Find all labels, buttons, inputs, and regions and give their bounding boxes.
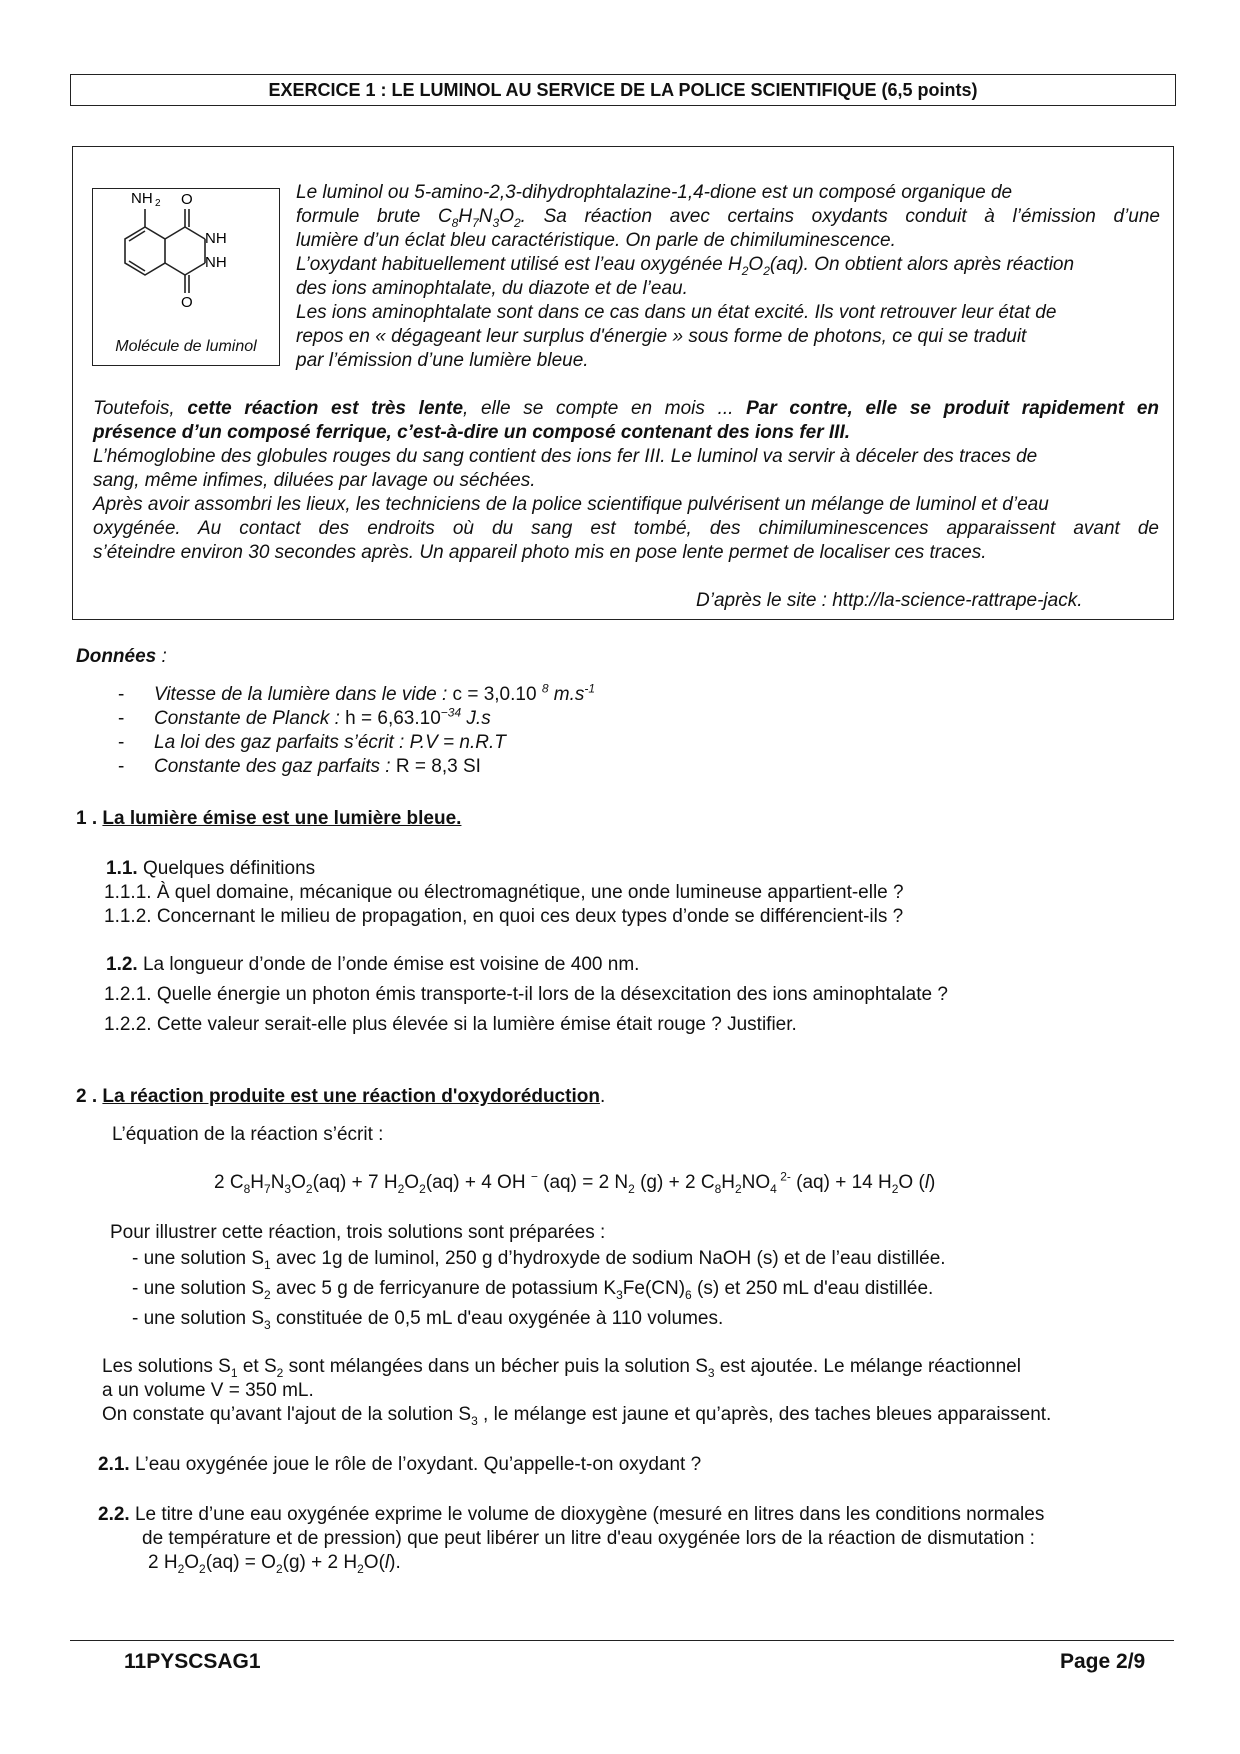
intro-line: repos en « dégageant leur surplus d'énergie » sous forme de photons, ce qui se traduit	[296, 326, 1027, 347]
question-1-1: 1.1. Quelques définitions	[106, 858, 316, 879]
question-1-1-1: 1.1.1. À quel domaine, mécanique ou électromagnétique, une onde lumineuse appartient-elle ?	[104, 882, 904, 903]
intro-line: L’oxydant habituellement utilisé est l’eau oxygénée $H_2O_2(aq)$. On obtient alors après réaction	[296, 254, 1075, 278]
question-2-1: 2.1. L’eau oxygénée joue le rôle de l’oxydant. Qu’appelle-t-on oxydant ?	[98, 1454, 702, 1475]
mix-text: On constate qu’avant l'ajout de la solution $S_3$ , le mélange est jaune et qu’après, des taches bleues apparaissent.	[102, 1404, 1052, 1428]
reaction-equation: 2 $C_8H_7N_3O_2(aq) + 7$ $H_2O_2(aq) + 4$ OH − (aq) = 2 $N_2$ (g) + 2 $C_8H_2NO_4$ $^{2-}$ (aq) + 14 $H_2O$ (l)	[214, 1169, 936, 1196]
solution-item: - une solution $S_2$ avec 5 g de ferricyanure de potassium $K_3Fe(CN)_6$ (s) et 250 mL d'eau distillée.	[132, 1278, 934, 1302]
equation-intro: L’équation de la réaction s’écrit :	[112, 1124, 384, 1145]
question-2-2: 2.2. Le titre d’une eau oxygénée exprime le volume de dioxygène (mesuré en litres dans les conditions normales	[98, 1504, 1045, 1525]
context-line: oxygénée. Au contact des endroits où du sang est tombé, des chimiluminescences apparaissent avant de	[93, 518, 1159, 539]
context-line: présence d’un composé ferrique, c’est-à-dire un composé contenant des ions fer III.	[93, 422, 851, 443]
page-number: Page 2/9	[1060, 1650, 1146, 1673]
intro-line: Les ions aminophtalate sont dans ce cas dans un état excité. Ils vont retrouver leur état de	[296, 302, 1057, 323]
question-1-1-2: 1.1.2. Concernant le milieu de propagation, en quoi ces deux types d’onde se différencient-ils ?	[104, 906, 904, 927]
question-2-2-text: de température et de pression) que peut libérer un litre d'eau oxygénée lors de la réaction de dismutation :	[142, 1528, 1035, 1549]
intro-line: lumière d’un éclat bleu caractéristique. On parle de chimiluminescence.	[296, 230, 896, 251]
context-line: L’hémoglobine des globules rouges du sang contient des ions fer III. Le luminol va servir à déceler des traces de	[93, 446, 1038, 467]
mix-text: a un volume V = 350 mL.	[102, 1380, 314, 1401]
context-line: s’éteindre environ 30 secondes après. Un appareil photo mis en pose lente permet de localiser ces traces.	[93, 542, 987, 563]
context-line: Après avoir assombri les lieux, les techniciens de la police scientifique pulvérisent un mélange de luminol et d’eau	[93, 494, 1049, 515]
question-1-2-2: 1.2.2. Cette valeur serait-elle plus élevée si la lumière émise était rouge ? Justifier.	[104, 1014, 797, 1035]
question-1-2: 1.2. La longueur d’onde de l’onde émise est voisine de 400 nm.	[106, 954, 640, 975]
question-1-2-1: 1.2.1. Quelle énergie un photon émis transporte-t-il lors de la désexcitation des ions aminophtalate ?	[104, 984, 948, 1005]
solution-item: - une solution $S_1$ avec 1g de luminol, 250 g d’hydroxyde de sodium NaOH (s) et de l’eau distillée.	[132, 1248, 946, 1272]
exam-code: 11PYSCSAG1	[124, 1650, 261, 1673]
svg-text:NH: NH	[205, 230, 227, 247]
solution-item: - une solution $S_3$ constituée de 0,5 mL d'eau oxygénée à 110 volumes.	[132, 1308, 724, 1332]
molecule-caption: Molécule de luminol	[115, 338, 257, 355]
footer-rule	[70, 1640, 1174, 1641]
data-item: - La loi des gaz parfaits s’écrit : P.V = n.R.T	[118, 732, 506, 753]
data-item: - Constante des gaz parfaits : R = 8,3 SI	[118, 756, 481, 777]
context-line: sang, même infimes, diluées par lavage ou séchées.	[93, 470, 536, 491]
data-item: - Constante de Planck : $h = 6,63.10^{-34}$ J.s	[118, 705, 491, 729]
intro-line: par l’émission d’une lumière bleue.	[296, 350, 589, 371]
exercise-title: EXERCICE 1 : LE LUMINOL AU SERVICE DE LA POLICE SCIENTIFIQUE (6,5 points)	[70, 74, 1176, 106]
svg-text:2: 2	[155, 198, 161, 209]
source-citation: D’après le site : http://la-science-rattrape-jack.	[696, 590, 1083, 611]
intro-line: Le luminol ou 5-amino-2,3-dihydrophtalazine-1,4-dione est un composé organique de	[296, 182, 1013, 203]
intro-line: des ions aminophtalate, du diazote et de l’eau.	[296, 278, 688, 299]
data-item: - Vitesse de la lumière dans le vide : c = 3,0.10 $^8$ $m.s^{-1}$	[118, 681, 596, 705]
part2-heading: 2 . La réaction produite est une réaction d'oxydoréduction.	[76, 1086, 606, 1107]
svg-text:NH: NH	[131, 190, 153, 207]
dismutation-equation: 2 $H_2O_2(aq) = O_2(g) + 2$ $H_2O(l)$.	[148, 1552, 401, 1576]
preparation-intro: Pour illustrer cette réaction, trois solutions sont préparées :	[110, 1222, 606, 1243]
data-heading: Données :	[76, 646, 167, 667]
intro-line: formule brute $C_8H_7N_3O_2$. Sa réaction avec certains oxydants conduit à l’émission d’une	[296, 206, 1160, 230]
svg-text:O: O	[181, 294, 193, 311]
mix-text: Les solutions $S_1$ et $S_2$ sont mélangées dans un bécher puis la solution $S_3$ est ajoutée. Le mélange réactionnel	[102, 1356, 1021, 1380]
svg-text:NH: NH	[205, 254, 227, 271]
svg-text:O: O	[181, 191, 193, 208]
part1-heading: 1 . La lumière émise est une lumière bleue.	[76, 808, 462, 829]
context-line: Toutefois, cette réaction est très lente, elle se compte en mois ... Par contre, elle se produit rapidement en	[93, 398, 1160, 419]
